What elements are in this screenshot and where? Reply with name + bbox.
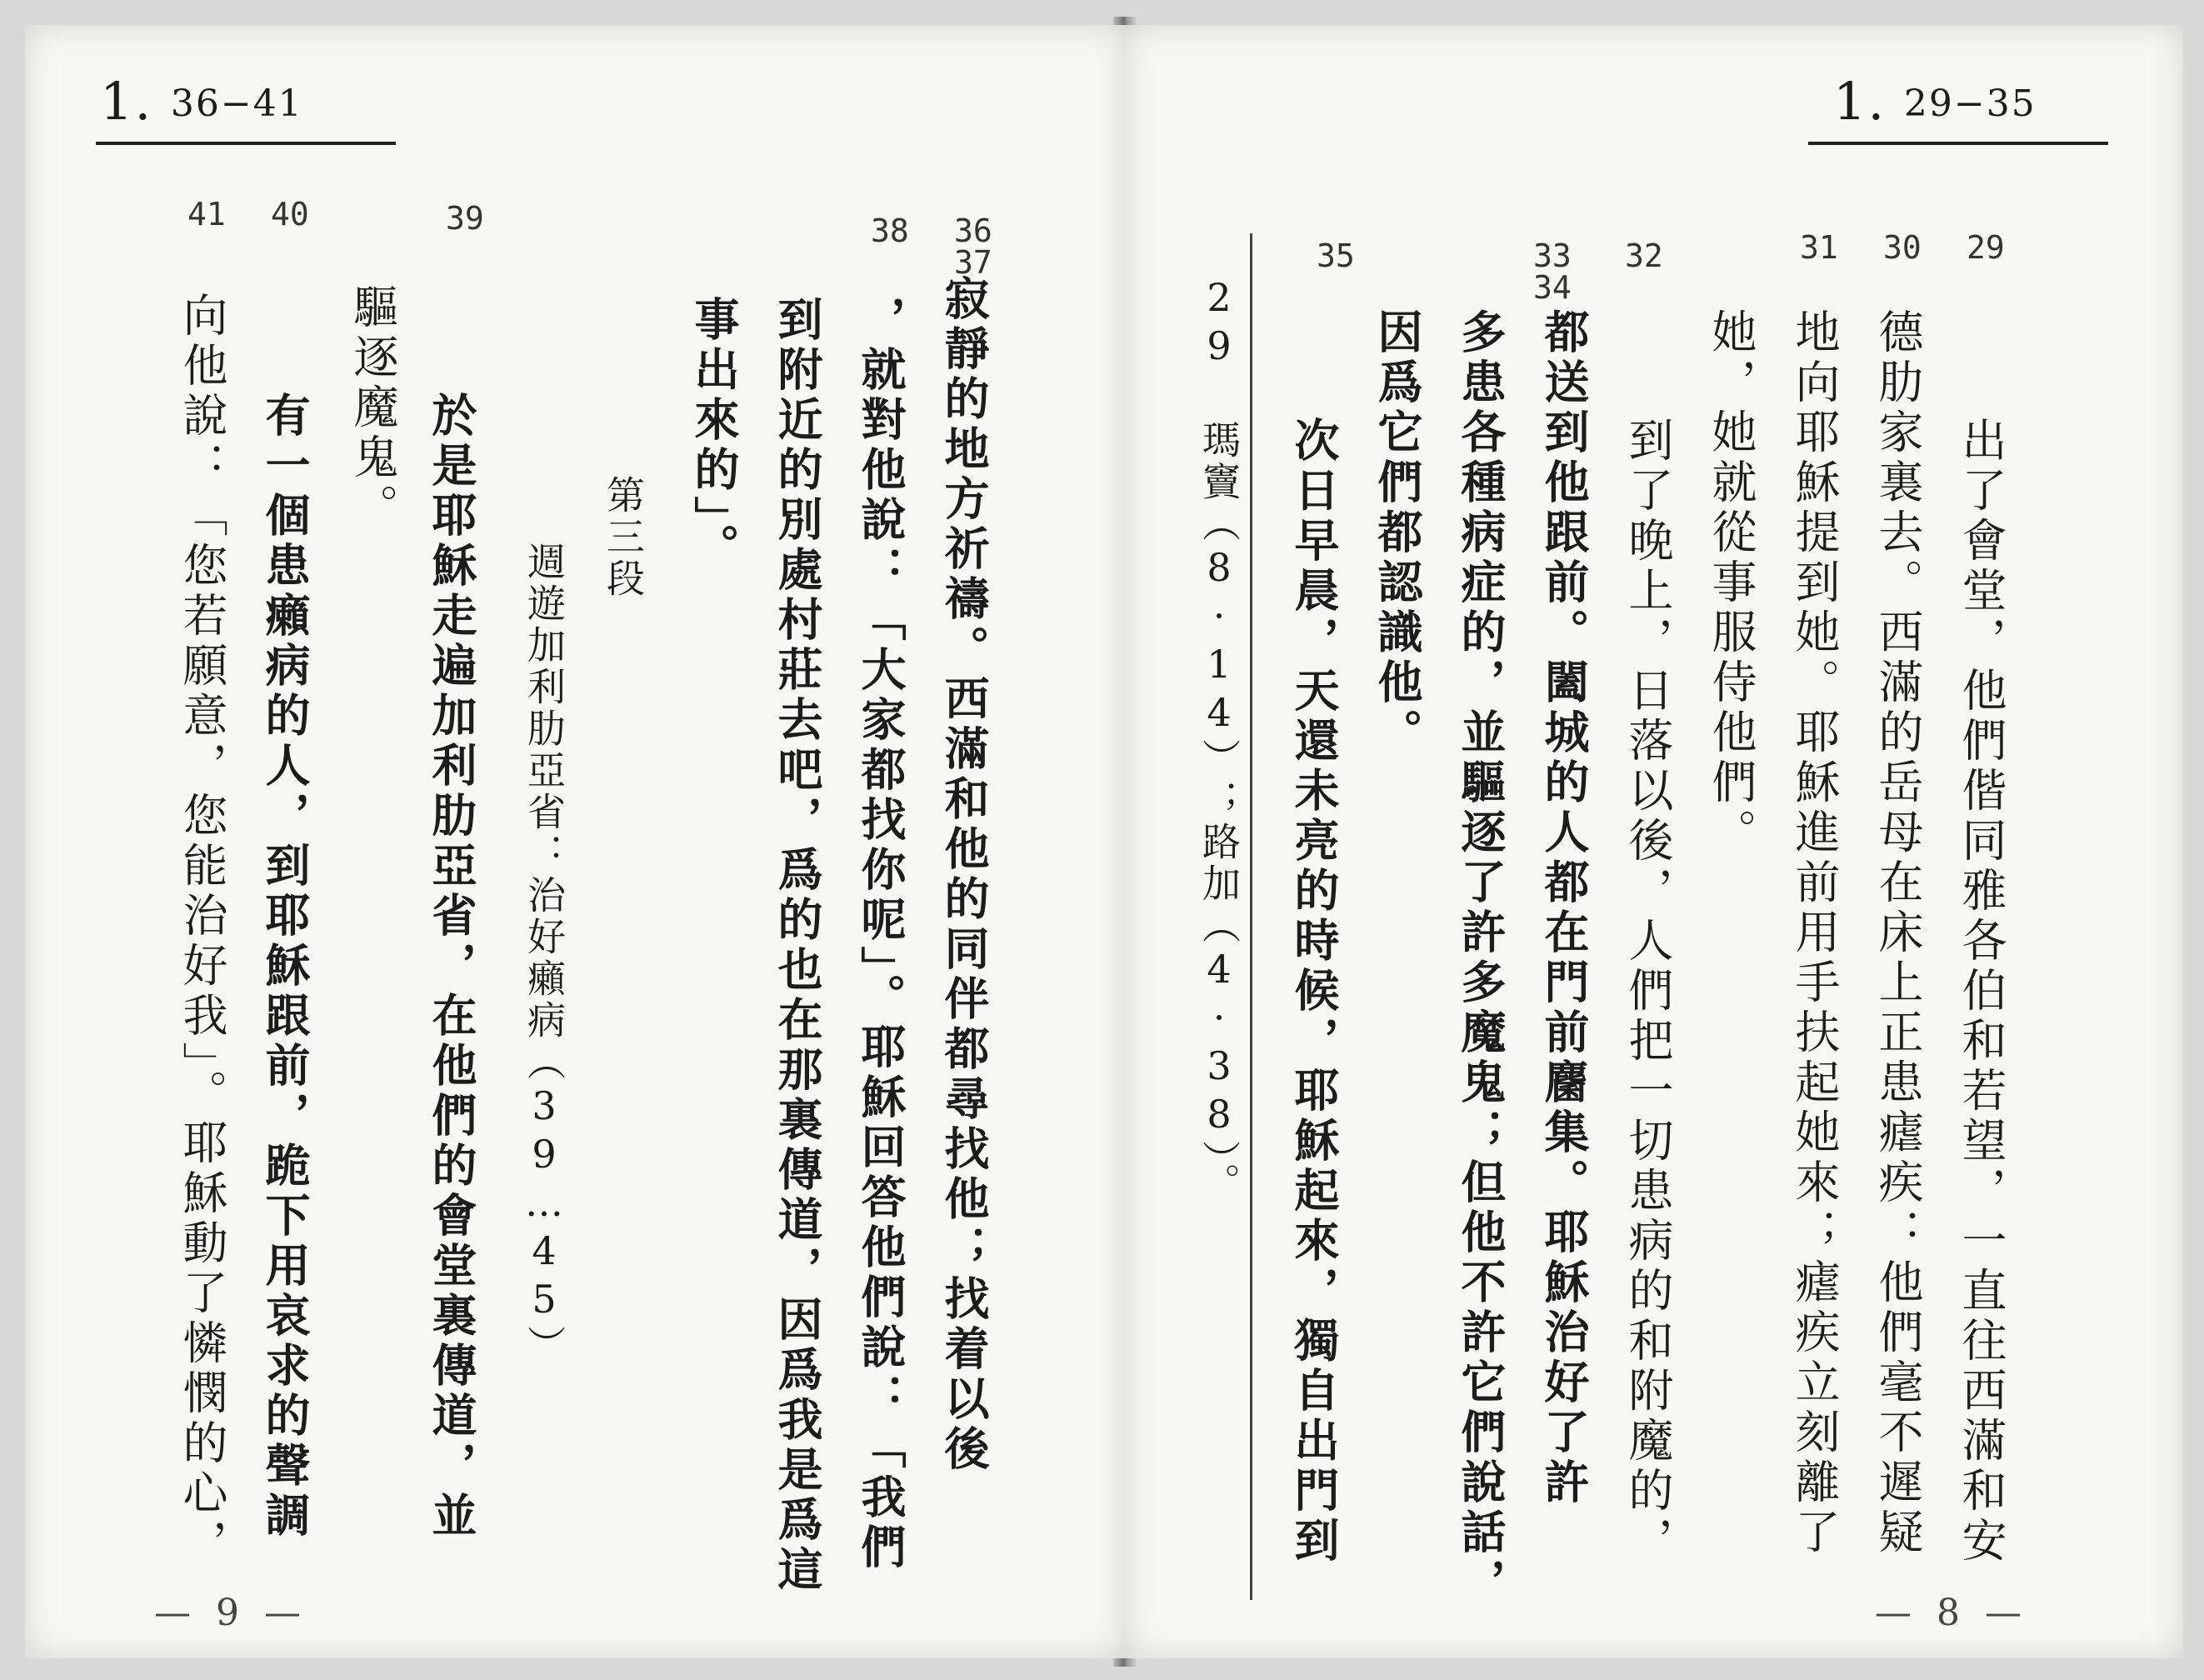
verse-number: 36 — [954, 212, 992, 249]
section-heading: 第三段 — [601, 475, 646, 600]
footnote-column: 29 瑪竇（8·14）；路加（4·38）。 — [1197, 275, 1242, 1204]
text-column: 因爲它們都認識他。 — [1371, 308, 1424, 758]
page-number: — 9 — — [154, 1592, 307, 1634]
text-column: 寂靜的地方祈禱。西滿和他的同伴都尋找他；找着以後 — [937, 275, 991, 1475]
verse-number: 40 — [271, 196, 309, 232]
text-column: 次日早晨，天還未亮的時候，耶穌起來，獨自出門到 — [1287, 417, 1341, 1567]
book-number: 1. — [1833, 71, 1887, 132]
verse-number: 32 — [1625, 238, 1663, 274]
text-column: 到了晚上，日落以後，人們把一切患病的和附魔的， — [1622, 417, 1674, 1567]
reference-underline — [96, 142, 396, 145]
book-number: 1. — [100, 71, 153, 132]
text-column: 多患各種病症的，並驅逐了許多魔鬼；但他不許它們說話， — [1454, 308, 1507, 1608]
text-column: 有一個患癩病的人，到耶穌跟前，跪下用哀求的聲調 — [258, 392, 312, 1542]
footnote-separator — [1250, 233, 1252, 1600]
text-column: 事出來的」。 — [687, 296, 741, 573]
verse-number: 35 — [1317, 238, 1355, 274]
text-column: 她，她就從事服侍他們。 — [1705, 308, 1757, 858]
verse-number: 41 — [187, 196, 226, 232]
verse-number: 38 — [871, 212, 909, 249]
text-column: 於是耶穌走遍加利肋亞省，在他們的會堂裏傳道，並 — [425, 392, 478, 1542]
verse-number: 34 — [1533, 269, 1572, 306]
verse-number: 29 — [1967, 229, 2005, 266]
section-subtitle: 週遊加利肋亞省：治好癩病（39…45） — [522, 542, 567, 1367]
left-page — [25, 25, 1125, 1658]
text-column: 德肋家裏去。西滿的岳母在床上正患瘧疾：他們毫不遲疑 — [1872, 308, 1924, 1558]
verse-number: 30 — [1883, 229, 1922, 266]
left-page-reference — [100, 71, 303, 132]
verse-number: 33 — [1533, 238, 1572, 274]
verse-range: 36−41 — [170, 82, 303, 125]
page-number: — 8 — — [1875, 1592, 2028, 1634]
verse-range: 29−35 — [1903, 82, 2037, 125]
text-column: 都送到他跟前。闔城的人都在門前麕集。耶穌治好了許 — [1537, 308, 1591, 1508]
verse-number: 39 — [446, 200, 484, 237]
reference-underline — [1808, 142, 2108, 145]
text-column: 向他說：「您若願意，您能治好我」。耶穌動了憐憫的心， — [176, 292, 228, 1569]
text-column: ，就對他說：「大家都找你呢」。耶穌回答他們說：「我們 — [854, 296, 907, 1573]
right-page-reference — [1833, 71, 2037, 132]
text-column: 到附近的別處村莊去吧，爲的也在那裏傳道，因爲我是爲這 — [771, 296, 824, 1596]
verse-number: 37 — [954, 244, 992, 281]
text-column: 出了會堂，他們偕同雅各伯和若望，一直往西滿和安 — [1955, 417, 2007, 1567]
right-page — [1125, 25, 2183, 1658]
text-column: 驅逐魔鬼。 — [347, 283, 399, 533]
text-column: 地向耶穌提到她。耶穌進前用手扶起她來；瘧疾立刻離了 — [1788, 308, 1841, 1558]
verse-number: 31 — [1800, 229, 1838, 266]
